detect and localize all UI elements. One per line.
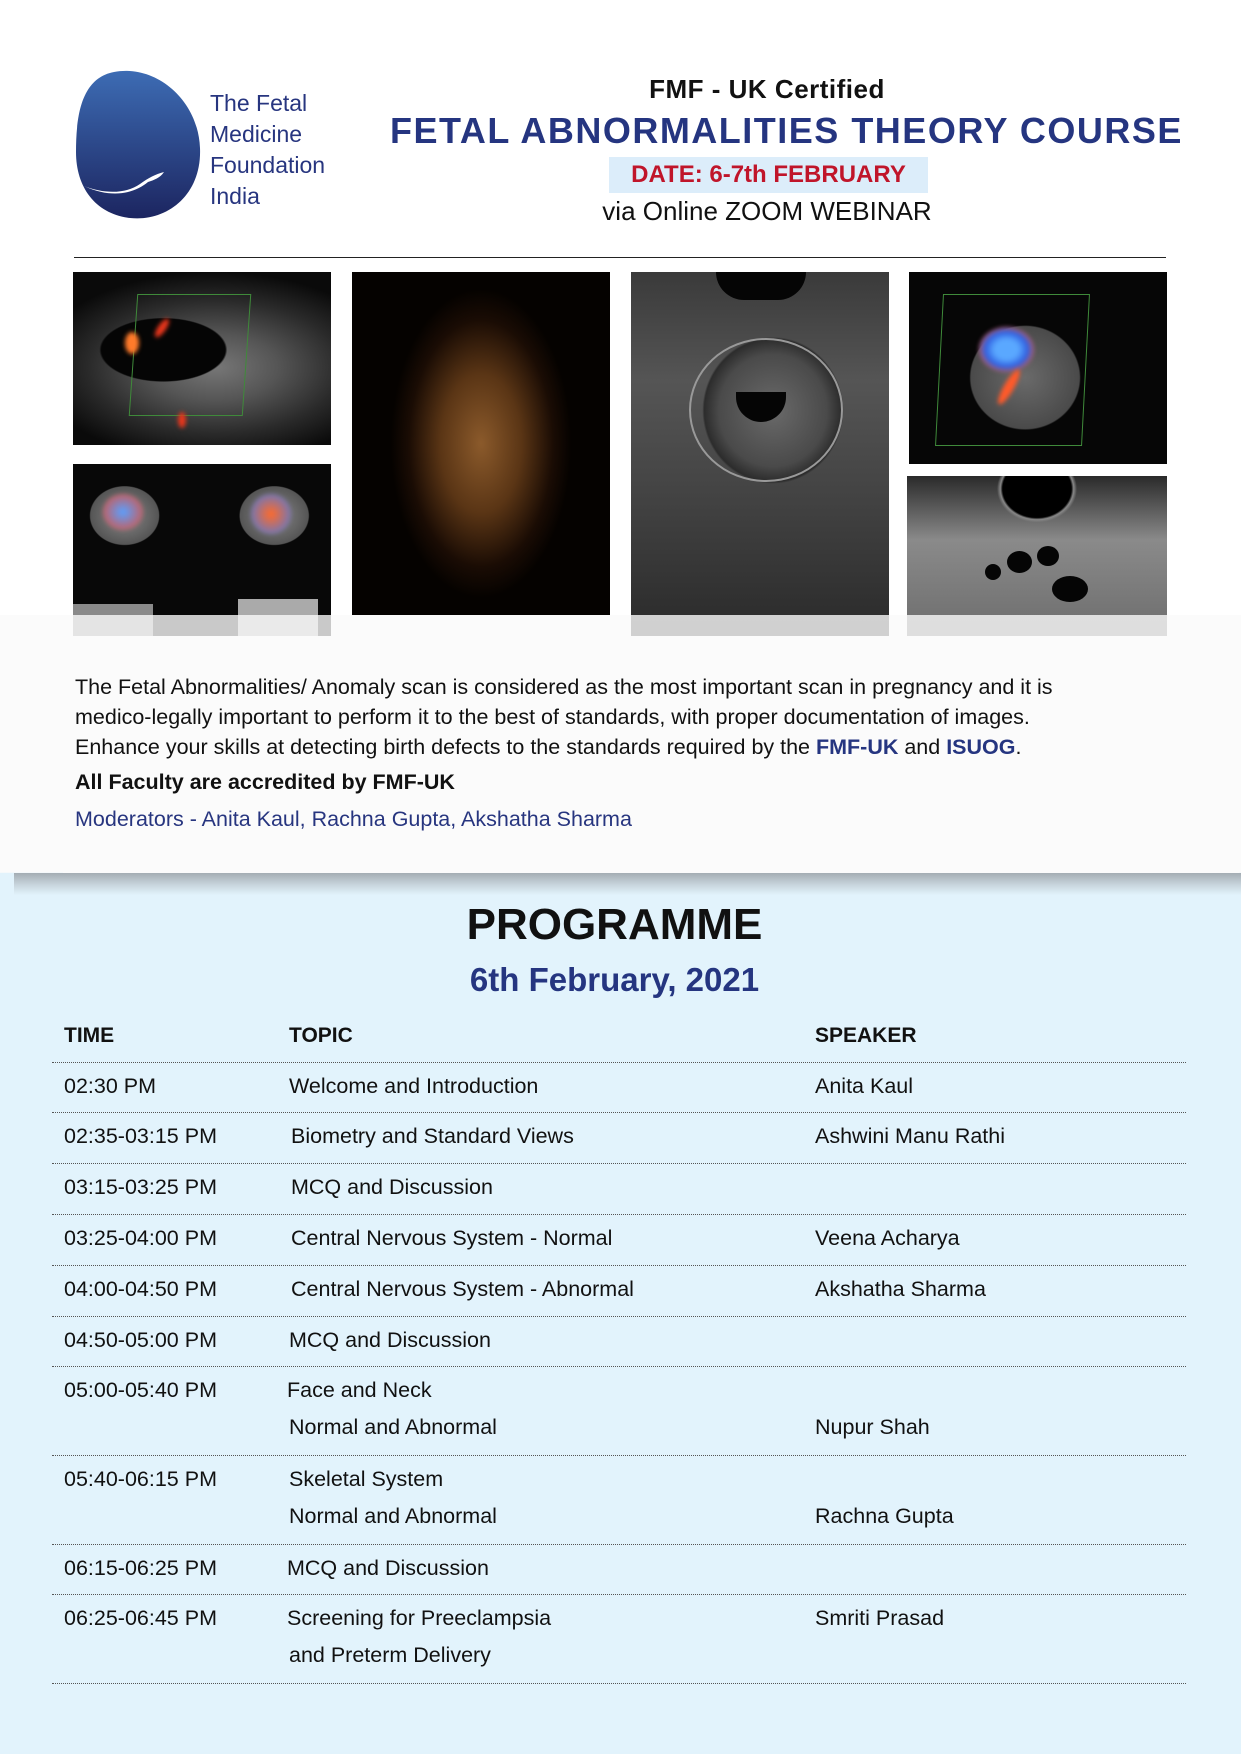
row-topic: Welcome and Introduction xyxy=(289,1074,539,1098)
row-topic: MCQ and Discussion xyxy=(291,1175,493,1199)
intro-line-prefix: Enhance your skills at detecting birth defects to the standards required by the xyxy=(75,735,816,759)
row-speaker: Ashwini Manu Rathi xyxy=(815,1124,1006,1148)
ultrasound-doppler-scan-icon xyxy=(73,272,331,445)
ultrasound-brain-scan-icon xyxy=(631,272,889,636)
cyst xyxy=(1007,551,1032,573)
row-time: 02:35-03:15 PM xyxy=(64,1124,217,1148)
doppler-signal xyxy=(103,494,143,530)
venue-label: via Online ZOOM WEBINAR xyxy=(602,196,932,226)
row-speaker: Anita Kaul xyxy=(815,1074,914,1098)
cyst xyxy=(1037,546,1059,566)
table-row xyxy=(52,1215,1186,1266)
table-row xyxy=(52,1317,1186,1367)
table-row xyxy=(52,1164,1186,1215)
row-speaker: Akshatha Sharma xyxy=(815,1277,986,1301)
header-time: TIME xyxy=(64,1024,115,1047)
programme-title: PROGRAMME xyxy=(466,900,763,949)
row-time: 06:25-06:45 PM xyxy=(64,1606,217,1630)
row-speaker: Rachna Gupta xyxy=(815,1504,954,1528)
row-speaker: Nupur Shah xyxy=(815,1415,930,1439)
intro-line xyxy=(75,732,1175,762)
row-topic: Central Nervous System - Abnormal xyxy=(291,1277,634,1301)
doppler-signal xyxy=(178,412,186,428)
programme-date: 6th February, 2021 xyxy=(469,961,760,998)
intro-line: The Fetal Abnormalities/ Anomaly scan is considered as the most important scan in pregnancy and it is xyxy=(75,675,1053,699)
row-time: 04:50-05:00 PM xyxy=(64,1328,217,1352)
table-row xyxy=(52,1113,1186,1164)
row-time: 03:15-03:25 PM xyxy=(64,1175,217,1199)
row-time: 05:00-05:40 PM xyxy=(64,1378,217,1402)
row-topic: Screening for Preeclampsia xyxy=(287,1606,552,1630)
row-speaker: Smriti Prasad xyxy=(815,1606,945,1630)
header-divider xyxy=(74,257,1166,258)
row-speaker: Veena Acharya xyxy=(815,1226,960,1250)
row-topic: MCQ and Discussion xyxy=(287,1556,489,1580)
panel-shadow xyxy=(14,873,1241,895)
cyst xyxy=(985,564,1001,580)
table-row xyxy=(52,1266,1186,1317)
row-time: 05:40-06:15 PM xyxy=(64,1467,217,1491)
header-topic: TOPIC xyxy=(289,1024,353,1047)
org-fmf-uk: FMF-UK xyxy=(815,735,899,759)
intro-line: medico-legally important to perform it to the best of standards, with proper documentation of images. xyxy=(75,705,1030,729)
ultrasound-abdomen-scan-icon xyxy=(907,476,1167,636)
row-time: 06:15-06:25 PM xyxy=(64,1556,217,1580)
logo-line: Foundation xyxy=(210,152,326,178)
table-row xyxy=(52,1367,1186,1456)
course-date: DATE: 6-7th FEBRUARY xyxy=(631,161,906,188)
certification-label: FMF - UK Certified xyxy=(649,74,885,104)
intro-line-mid: and xyxy=(898,735,947,759)
ultrasound-heart-doppler-icon xyxy=(909,272,1167,464)
logo-org-name xyxy=(210,88,325,212)
faculty-accreditation: All Faculty are accredited by FMF-UK xyxy=(75,770,455,794)
header-speaker: SPEAKER xyxy=(815,1024,917,1047)
intro-text xyxy=(75,672,1175,762)
row-topic: Face and Neck xyxy=(287,1378,432,1402)
doppler-signal xyxy=(125,332,139,354)
row-time: 03:25-04:00 PM xyxy=(64,1226,217,1250)
row-topic: Central Nervous System - Normal xyxy=(291,1226,613,1250)
table-row xyxy=(52,1545,1186,1595)
programme-table xyxy=(52,1018,1186,1684)
logo-line: India xyxy=(210,183,260,209)
row-time: 04:00-04:50 PM xyxy=(64,1277,217,1301)
table-row xyxy=(52,1595,1186,1684)
org-isuog: ISUOG xyxy=(946,735,1016,759)
doppler-signal xyxy=(251,494,291,534)
fmf-india-logo-icon xyxy=(74,68,202,220)
intro-line-suffix: . xyxy=(1015,735,1022,759)
ultrasound-3d-spine-render-icon xyxy=(352,272,610,615)
row-time: 02:30 PM xyxy=(64,1074,157,1098)
roi-box xyxy=(129,294,252,416)
row-topic-line2: Normal and Abnormal xyxy=(289,1504,497,1528)
table-row xyxy=(52,1063,1186,1113)
probe-arc xyxy=(716,272,806,300)
logo-line: Medicine xyxy=(210,121,303,147)
date-highlight xyxy=(609,157,928,193)
row-topic: Skeletal System xyxy=(289,1467,444,1491)
row-topic: Biometry and Standard Views xyxy=(291,1124,574,1148)
ultrasound-doppler-multiview-icon xyxy=(73,464,331,636)
table-row xyxy=(52,1456,1186,1545)
moderators-list: Moderators - Anita Kaul, Rachna Gupta, Akshatha Sharma xyxy=(75,807,632,831)
course-title: FETAL ABNORMALITIES THEORY COURSE xyxy=(390,110,1183,151)
row-topic-line2: and Preterm Delivery xyxy=(289,1643,491,1667)
row-topic-line2: Normal and Abnormal xyxy=(289,1415,497,1439)
logo-line: The Fetal xyxy=(210,90,308,116)
table-header xyxy=(52,1018,1186,1063)
doppler-signal xyxy=(979,327,1034,372)
cyst xyxy=(1052,576,1088,602)
row-topic: MCQ and Discussion xyxy=(289,1328,491,1352)
